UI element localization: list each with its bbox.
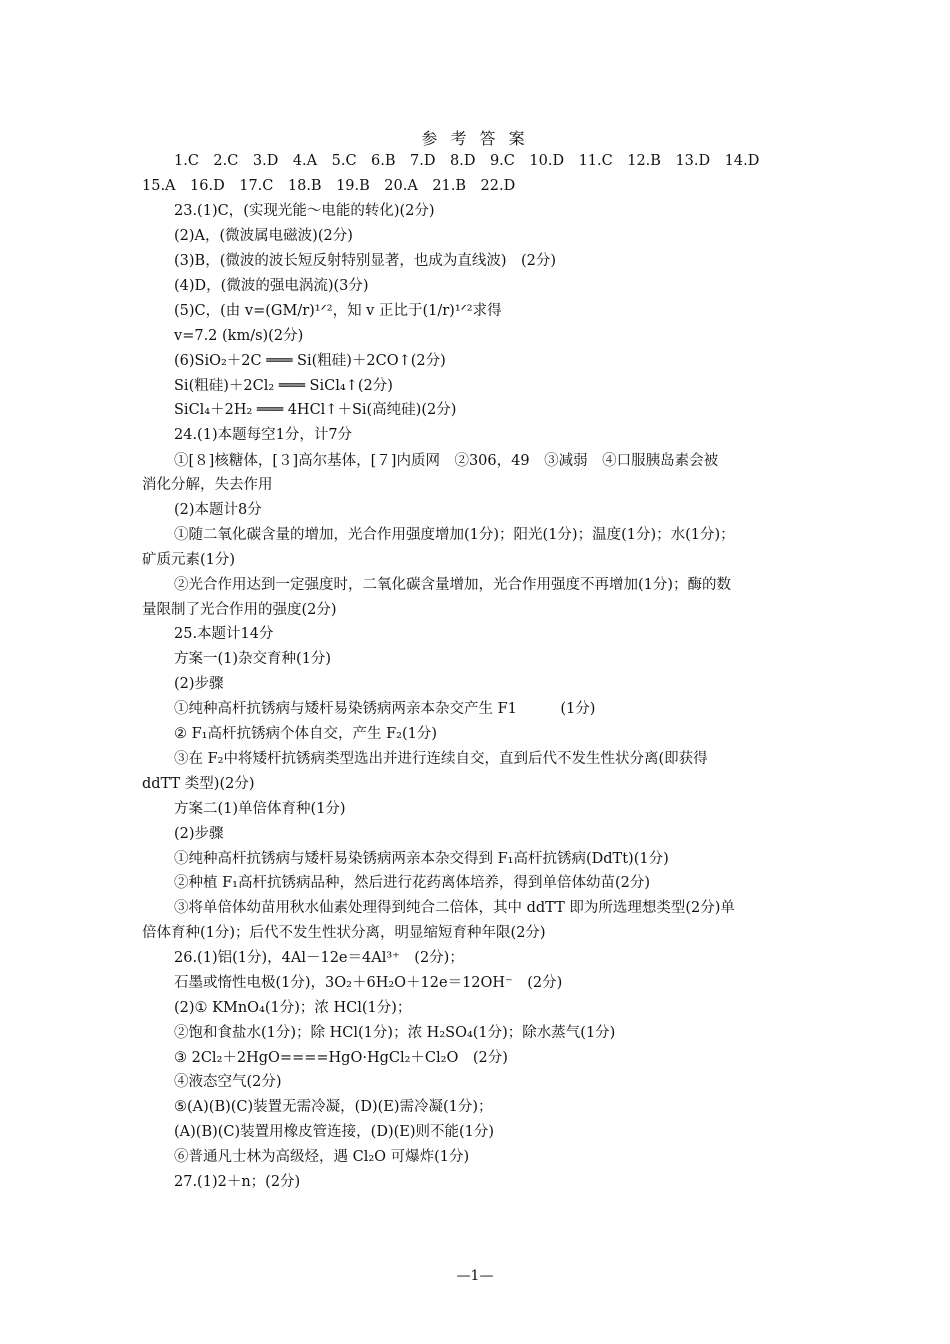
text-line: (4)D，(微波的强电涡流)(3分) <box>174 278 369 294</box>
page-number: —1— <box>456 1268 494 1284</box>
text-line: (2)步骤 <box>174 676 224 692</box>
text-line: ⑥普通凡士林为高级烃，遇 Cl₂O 可爆炸(1分) <box>174 1149 470 1165</box>
text-line: ③在 F₂中将矮杆抗锈病类型选出并进行连续自交，直到后代不发生性状分离(即获得 <box>174 751 708 767</box>
text-line: 石墨或惰性电极(1分)，3O₂＋6H₂O＋12e＝12OH⁻ (2分) <box>174 975 563 991</box>
text-line: 消化分解，失去作用 <box>142 477 273 493</box>
text-line: (3)B，(微波的波长短反射特别显著，也成为直线波) (2分) <box>174 253 557 269</box>
text-line: SiCl₄＋2H₂ ═══ 4HCl↑＋Si(高纯硅)(2分) <box>174 402 457 418</box>
text-line: 27.(1)2＋n；(2分) <box>174 1174 301 1190</box>
text-line: 量限制了光合作用的强度(2分) <box>142 602 337 618</box>
text-line: 24.(1)本题每空1分，计7分 <box>174 427 353 443</box>
text-line: (A)(B)(C)装置用橡皮管连接，(D)(E)则不能(1分) <box>174 1124 495 1140</box>
text-line: ②饱和食盐水(1分)；除 HCl(1分)；浓 H₂SO₄(1分)；除水蒸气(1分) <box>174 1025 616 1041</box>
text-line: 矿质元素(1分) <box>142 552 236 568</box>
text-line: Si(粗硅)＋2Cl₂ ═══ SiCl₄↑(2分) <box>174 378 393 394</box>
text-line: (2)A，(微波属电磁波)(2分) <box>174 228 353 244</box>
page-title: 参 考 答 案 <box>421 129 529 148</box>
text-line: ②光合作用达到一定强度时，二氧化碳含量增加，光合作用强度不再增加(1分)；酶的数 <box>174 577 732 593</box>
text-line: (2)步骤 <box>174 826 224 842</box>
text-line: ② F₁高杆抗锈病个体自交，产生 F₂(1分) <box>174 726 438 742</box>
text-line: (6)SiO₂＋2C ═══ Si(粗硅)＋2CO↑(2分) <box>174 353 446 369</box>
text-line: ⑤(A)(B)(C)装置无需冷凝，(D)(E)需冷凝(1分)； <box>174 1099 493 1115</box>
text-line: 方案二(1)单倍体育种(1分) <box>174 801 346 817</box>
text-line: ③将单倍体幼苗用秋水仙素处理得到纯合二倍体，其中 ddTT 即为所选理想类型(2分)单 <box>174 900 735 916</box>
text-line: ④液态空气(2分) <box>174 1074 282 1090</box>
text-line: ①随二氧化碳含量的增加，光合作用强度增加(1分)；阳光(1分)；温度(1分)；水(1分)； <box>174 527 735 543</box>
text-line: 26.(1)铝(1分)，4Al－12e＝4Al³⁺ (2分)； <box>174 950 464 966</box>
text-line: (2)① KMnO₄(1分)；浓 HCl(1分)； <box>174 1000 412 1016</box>
text-line: (5)C，(由 v=(GM/r)¹ᐟ²，知 v 正比于(1/r)¹ᐟ²求得 <box>174 303 502 319</box>
text-line: ③ 2Cl₂＋2HgO====HgO·HgCl₂＋Cl₂O (2分) <box>174 1050 508 1066</box>
text-line: 15.A 16.D 17.C 18.B 19.B 20.A 21.B 22.D <box>142 178 516 194</box>
text-line: 倍体育种(1分)；后代不发生性状分离，明显缩短育种年限(2分) <box>142 925 546 941</box>
text-line: ①纯种高杆抗锈病与矮杆易染锈病两亲本杂交得到 F₁高杆抗锈病(DdTt)(1分) <box>174 851 669 867</box>
text-line: ①纯种高杆抗锈病与矮杆易染锈病两亲本杂交产生 F1 (1分) <box>174 701 596 717</box>
text-line: 23.(1)C，(实现光能～电能的转化)(2分) <box>174 203 435 219</box>
text-line: ddTT 类型)(2分) <box>142 776 255 792</box>
text-line: ①[８]核糖体，[３]高尔基体，[７]内质网 ②306，49 ③减弱 ④口服胰岛素会被 <box>174 453 719 469</box>
text-line: 25.本题计14分 <box>174 626 274 642</box>
text-line: 1.C 2.C 3.D 4.A 5.C 6.B 7.D 8.D 9.C 10.D 11.C 12.B 13.D 14.D <box>174 153 760 169</box>
text-line: (2)本题计8分 <box>174 502 262 518</box>
text-line: ②种植 F₁高杆抗锈病品种，然后进行花药离体培养，得到单倍体幼苗(2分) <box>174 875 651 891</box>
text-line: v=7.2 (km/s)(2分) <box>174 328 304 344</box>
text-line: 方案一(1)杂交育种(1分) <box>174 651 332 667</box>
